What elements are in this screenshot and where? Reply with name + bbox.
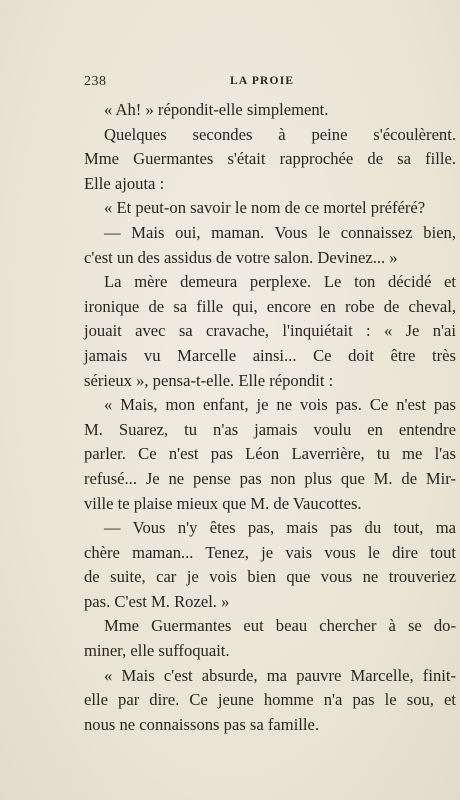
text-line: miner, elle suffoquait. <box>84 641 230 661</box>
text-line: Quelques secondes à peine s'écoulèrent. <box>104 124 456 144</box>
text-line: La mère demeura perplexe. Le ton décidé et <box>104 272 456 292</box>
text-line: « Et peut-on savoir le nom de ce mortel préféré? <box>104 198 426 218</box>
text-line: refusé... Je ne pense pas non plus que M. de Mir- <box>84 468 456 488</box>
text-line: ironique de sa fille qui, encore en robe de cheval, <box>84 296 456 316</box>
text-line: ville te plaise mieux que M. de Vaucottes. <box>84 493 362 513</box>
text-line: Mme Guermantes eut beau chercher à se do- <box>104 616 456 636</box>
text-line: chère maman... Tenez, je vais vous le dire tout <box>84 542 456 562</box>
text-line: jouait avec sa cravache, l'inquiétait : « Je n'ai <box>84 321 456 341</box>
text-line: Mme Guermantes s'était rapprochée de sa fille. <box>84 149 456 169</box>
text-line: M. Suarez, tu n'as jamais voulu en entendre <box>84 419 456 439</box>
text-line: pas. C'est M. Rozel. » <box>84 591 230 611</box>
text-line: « Mais c'est absurde, ma pauvre Marcelle, finit- <box>104 665 456 685</box>
text-line: jamais vu Marcelle ainsi... Ce doit être très <box>84 345 456 365</box>
text-line: « Mais, mon enfant, je ne vois pas. Ce n'est pas <box>104 395 456 415</box>
page-number: 238 <box>84 74 107 89</box>
text-line: nous ne connaissons pas sa famille. <box>84 714 320 734</box>
text-line: parler. Ce n'est pas Léon Laverrière, tu me l'as <box>84 444 456 464</box>
text-line: — Vous n'y êtes pas, mais pas du tout, ma <box>104 518 456 538</box>
body-text <box>84 98 456 737</box>
text-line: sérieux », pensa-t-elle. Elle répondit : <box>84 370 334 390</box>
text-line: de suite, car je vois bien que vous ne trouveriez <box>84 567 456 587</box>
text-line: Elle ajouta : <box>84 173 165 193</box>
page-header <box>84 74 454 94</box>
text-line: — Mais oui, maman. Vous le connaissez bien, <box>104 222 456 242</box>
text-line: c'est un des assidus de votre salon. Devinez... » <box>84 247 398 267</box>
running-title: LA PROIE <box>230 75 295 87</box>
text-line: elle par dire. Ce jeune homme n'a pas le sou, et <box>84 690 456 710</box>
text-line: « Ah! » répondit-elle simplement. <box>104 100 329 119</box>
